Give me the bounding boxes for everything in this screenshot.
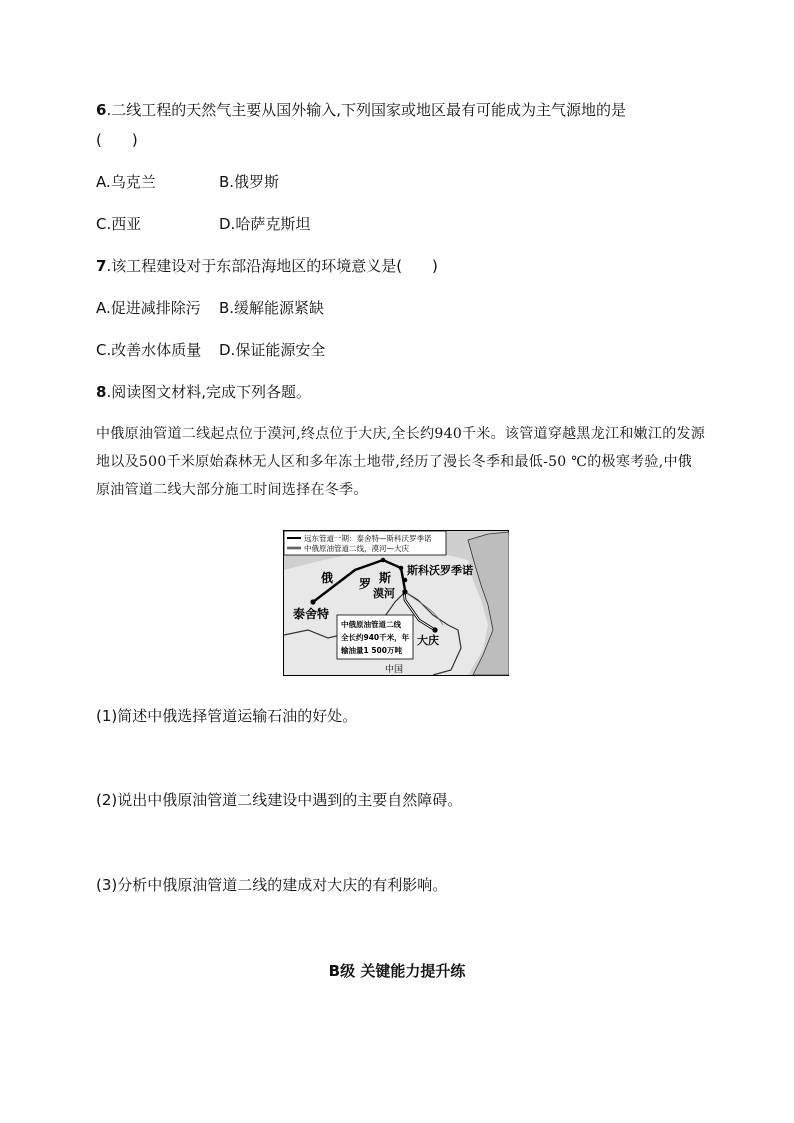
- question-6-option-a[interactable]: A.乌克兰: [96, 173, 156, 191]
- question-6-stem: [96, 100, 626, 120]
- question-7-text: .该工程建设对于东部沿海地区的环境意义是( ): [106, 257, 438, 275]
- label-china: 中国: [385, 665, 404, 675]
- label-taishet: 泰舍特: [293, 607, 330, 621]
- info-line1: 中俄原油管道二线: [341, 620, 401, 629]
- question-8-sub-2: (2)说出中俄原油管道二线建设中遇到的主要自然障碍。: [96, 791, 463, 809]
- section-title: B级 关键能力提升练: [328, 962, 466, 980]
- question-8-number: 8: [96, 383, 107, 401]
- question-6-text: .二线工程的天然气主要从国外输入,下列国家或地区最有可能成为主气源地的是: [106, 101, 626, 119]
- label-russia-3: 斯: [379, 571, 392, 585]
- question-6-answer-paren: ( ): [96, 131, 138, 149]
- label-russia-1: 俄: [321, 571, 334, 585]
- legend-line2: 中俄原油管道二线，漠河—大庆: [304, 544, 409, 553]
- question-6-option-c[interactable]: C.西亚: [96, 215, 142, 233]
- question-7-number: 7: [96, 257, 107, 275]
- question-6-option-d[interactable]: D.哈萨克斯坦: [219, 215, 311, 233]
- info-line3: 输油量1 500万吨: [341, 646, 402, 655]
- taishet-point: [310, 599, 315, 604]
- label-skovorodino: 斯科沃罗季诺: [407, 564, 473, 577]
- pipeline-map: [283, 530, 509, 676]
- question-7-option-c[interactable]: C.改善水体质量: [96, 341, 202, 359]
- question-7-option-a[interactable]: A.促进减排除污: [96, 299, 201, 317]
- question-8-stem: [96, 382, 311, 402]
- question-7-option-b[interactable]: B.缓解能源紧缺: [219, 299, 325, 317]
- passage-text: 中俄原油管道二线起点位于漠河,终点位于大庆,全长约940千米。该管道穿越黑龙江和嫩江的发源地以及500千米原始森林无人区和多年冻土地带,经历了漫长冬季和最低-50 ℃的极寒考验,中俄原油管道二线大部分施工时间选择在冬季。: [96, 426, 706, 498]
- label-russia-2: 罗: [359, 577, 372, 591]
- question-7-option-d[interactable]: D.保证能源安全: [219, 341, 326, 359]
- label-daqing: 大庆: [417, 634, 439, 647]
- question-6-option-b[interactable]: B.俄罗斯: [219, 173, 280, 191]
- mohe-point: [402, 589, 407, 594]
- label-mohe: 漠河: [373, 587, 395, 600]
- question-7-stem: [96, 256, 438, 276]
- question-8-passage: [96, 420, 706, 504]
- info-line2: 全长约940千米，年: [341, 633, 410, 642]
- daqing-point: [432, 627, 437, 632]
- question-6-number: 6: [96, 101, 107, 119]
- question-8-text: .阅读图文材料,完成下列各题。: [106, 383, 311, 401]
- legend-phase1: 远东管道一期：泰舍特—斯科沃罗季诺: [304, 534, 432, 543]
- question-8-sub-3: (3)分析中俄原油管道二线的建成对大庆的有利影响。: [96, 876, 448, 894]
- question-8-sub-1: (1)简述中俄选择管道运输石油的好处。: [96, 707, 358, 725]
